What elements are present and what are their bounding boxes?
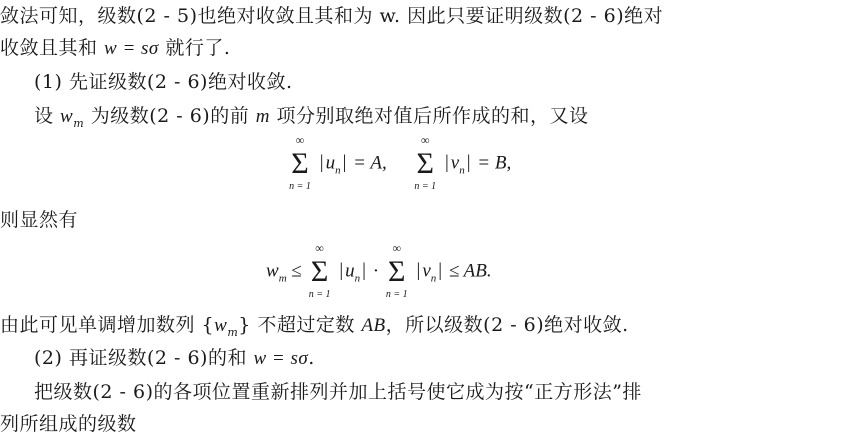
text-line-4: [34, 104, 589, 136]
text-line-5-content: 则显然有: [0, 209, 79, 231]
text-line-1: [0, 4, 663, 28]
inline-math-m: m: [255, 106, 270, 127]
text-line-6-part-b: } 不超过定数: [238, 314, 362, 336]
abs-bar: |: [438, 260, 443, 282]
formula-2-v: v: [422, 260, 431, 282]
inline-math-w-eq-s-sigma: w = sσ: [253, 348, 309, 369]
text-line-9: [0, 412, 137, 436]
summation-4: [384, 241, 410, 300]
formula-2-v-subscript: n: [430, 272, 437, 285]
text-line-8: [34, 380, 642, 404]
summation-upper-limit: ∞: [392, 241, 402, 255]
abs-bar: |: [362, 260, 366, 282]
summation-1: [287, 133, 313, 192]
text-line-1-content: 敛法可知，级数(2 - 5)也绝对收敛且其和为 w. 因此只要证明级数(2 - 6)绝对: [0, 5, 664, 27]
summation-lower-limit: n = 1: [308, 289, 331, 300]
inline-math-subscript-m: m: [227, 326, 239, 339]
text-line-4-part-b: 为级数(2 - 6)的前: [84, 105, 256, 127]
text-line-5: [0, 208, 78, 232]
text-line-4-part-a: 设: [34, 105, 61, 127]
formula-2-w: w: [266, 260, 279, 282]
summation-upper-limit: ∞: [315, 241, 324, 255]
summation-lower-limit: n = 1: [289, 181, 311, 192]
text-line-9-content: 列所组成的级数: [0, 413, 137, 435]
text-line-8-content: 把级数(2 - 6)的各项位置重新排列并加上括号使它成为按“正方形法”排: [34, 381, 642, 403]
inline-math-w: w: [60, 106, 74, 127]
text-line-7: [34, 346, 315, 371]
abs-bar: |: [444, 152, 449, 174]
text-line-2: [0, 36, 230, 61]
summation-upper-limit: ∞: [295, 133, 305, 147]
summation-sign: Σ: [310, 255, 329, 288]
inline-math-w-eq-s-sigma: w = sσ: [104, 38, 159, 59]
abs-bar: |: [466, 152, 471, 174]
formula-1: [287, 133, 512, 192]
formula-2: [266, 241, 492, 300]
formula-2-u-subscript: n: [354, 272, 361, 285]
text-line-3: [34, 70, 293, 94]
summation-lower-limit: n = 1: [414, 181, 437, 192]
text-line-4-part-c: 项分别取绝对值后所作成的和，又设: [270, 105, 589, 127]
text-line-3-content: (1) 先证级数(2 - 6)绝对收敛.: [34, 71, 293, 93]
abs-bar: |: [319, 152, 324, 174]
summation-lower-limit: n = 1: [385, 289, 408, 300]
text-line-7-part-a: (2) 再证级数(2 - 6)的和: [34, 347, 254, 369]
text-line-6: [0, 313, 629, 345]
formula-2-dot: ·: [367, 260, 384, 282]
formula-1-v-subscript: n: [459, 164, 465, 177]
text-line-7-part-c: .: [308, 347, 315, 369]
formula-1-eq-b: = B,: [472, 152, 512, 174]
formula-1-u: u: [325, 152, 336, 174]
summation-sign: Σ: [388, 255, 406, 288]
formula-2-u: u: [345, 260, 355, 282]
text-line-6-part-c: ，所以级数(2 - 6)绝对收敛.: [385, 314, 629, 336]
summation-3: [307, 241, 333, 300]
summation-2: [412, 133, 438, 192]
text-line-2-part-a: 收敛且其和: [0, 37, 105, 59]
text-line-2-part-c: 就行了.: [158, 37, 231, 59]
inline-math-ab: AB: [361, 315, 386, 336]
abs-bar: |: [339, 260, 344, 282]
formula-2-tail: ≤ AB.: [444, 260, 492, 282]
formula-2-w-subscript: m: [278, 272, 287, 285]
abs-bar: |: [416, 260, 421, 282]
abs-bar: |: [342, 152, 347, 174]
summation-upper-limit: ∞: [420, 133, 430, 147]
text-line-6-part-a: 由此可见单调增加数列 {: [0, 314, 215, 336]
formula-1-u-subscript: n: [335, 164, 341, 177]
formula-1-v: v: [450, 152, 460, 174]
inline-math-subscript-m: m: [73, 117, 85, 130]
formula-1-eq-a: = A,: [348, 152, 387, 174]
summation-sign: Σ: [416, 147, 434, 180]
inline-math-w: w: [214, 315, 228, 336]
summation-sign: Σ: [291, 147, 309, 180]
formula-2-leq: ≤: [286, 260, 307, 282]
